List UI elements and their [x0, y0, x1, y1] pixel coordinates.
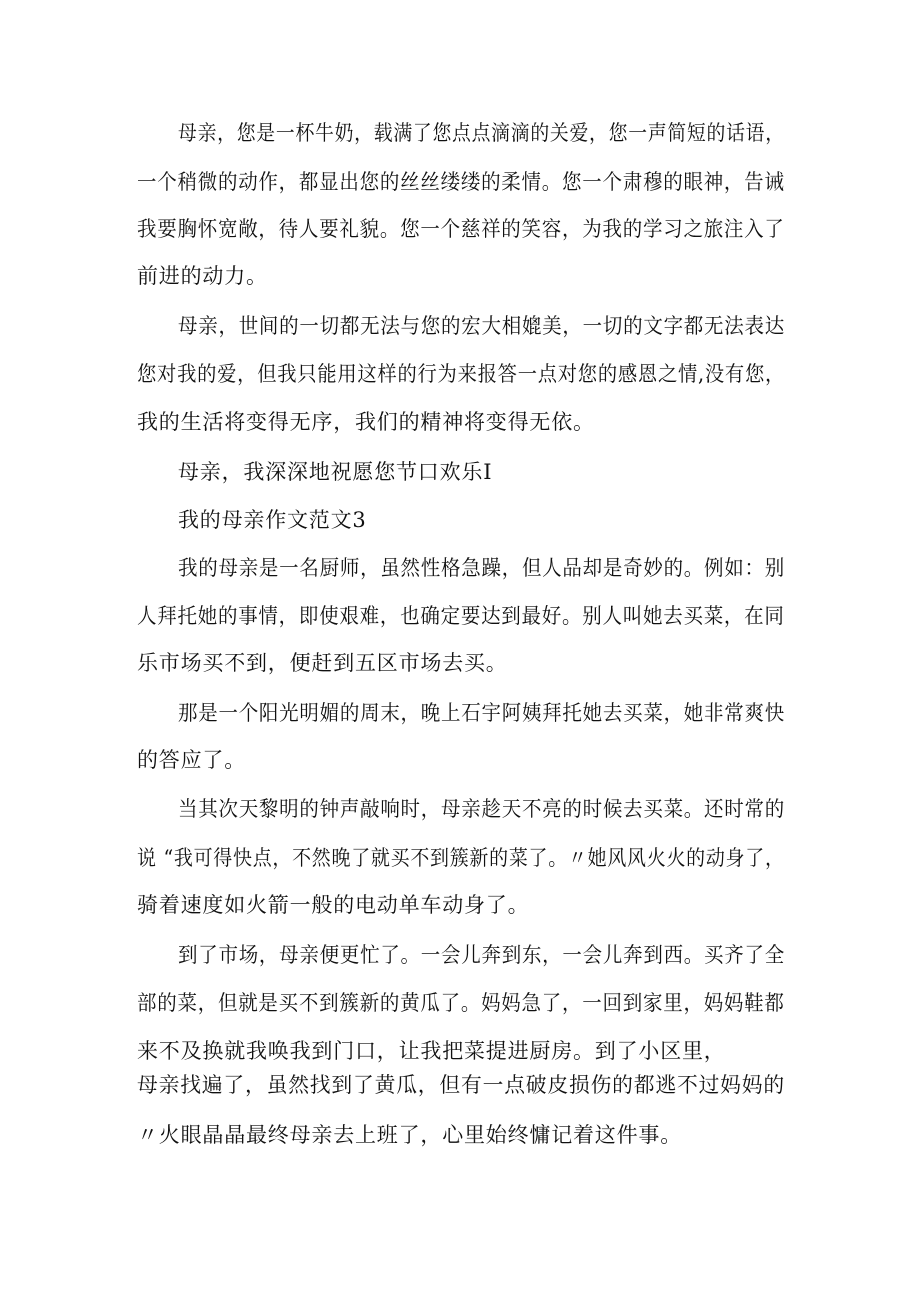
paragraph-7-line-1: 到了市场，母亲便更忙了。一会儿奔到东，一会儿奔到西。买齐了全	[178, 943, 785, 967]
paragraph-6-line-2: 说 “我可得快点，不然晚了就买不到簇新的菜了。〃她风风火火的动身了，	[137, 846, 785, 870]
paragraph-4-line-3: 乐市场买不到，便赶到五区市场去买。	[137, 651, 508, 675]
paragraph-2-line-3: 我的生活将变得无序，我们的精神将变得无依。	[137, 410, 595, 434]
paragraph-6-line-3: 骑着速度如火箭一般的电动单车动身了。	[137, 893, 530, 917]
paragraph-1-line-1: 母亲，您是一杯牛奶，载满了您点点滴滴的关爱，您一声简短的话语，	[178, 121, 785, 145]
paragraph-4-line-2: 人拜托她的事情，即使艰难，也确定要达到最好。别人叫她去买菜，在同	[137, 604, 785, 628]
paragraph-3-line-1: 母亲，我深深地祝愿您节口欢乐I	[178, 460, 493, 484]
paragraph-7-line-2: 部的菜，但就是买不到簇新的黄瓜了。妈妈急了，一回到家里，妈妈鞋都	[137, 991, 785, 1015]
paragraph-7-line-5: 〃火眼晶晶最终母亲去上班了，心里始终慵记着这件事。	[137, 1123, 682, 1147]
paragraph-2-line-2: 您对我的爱，但我只能用这样的行为来报答一点对您的感恩之情,没有您，	[137, 362, 786, 386]
paragraph-5-line-1: 那是一个阳光明媚的周末，晚上石宇阿姨拜托她去买菜，她非常爽快	[178, 701, 785, 725]
paragraph-1-line-4: 前进的动力。	[137, 264, 268, 288]
paragraph-1-line-3: 我要胸怀宽敞，待人要礼貌。您一个慈祥的笑容，为我的学习之旅注入了	[137, 217, 785, 241]
paragraph-2-line-1: 母亲，世间的一切都无法与您的宏大相媲美，一切的文字都无法表达	[178, 314, 785, 338]
paragraph-1-line-2: 一个稍微的动作，都显出您的丝丝缕缕的柔情。您一个肃穆的眼神，告诫	[137, 170, 785, 194]
paragraph-7-line-3: 来不及换就我唤我到门口，让我把菜提进厨房。到了小区里，	[137, 1039, 726, 1063]
paragraph-4-line-1: 我的母亲是一名厨师，虽然性格急躁，但人品却是奇妙的。例如：别	[178, 556, 785, 580]
paragraph-7-line-4: 母亲找遍了，虽然找到了黄瓜，但有一点破皮损伤的都逃不过妈妈的	[137, 1073, 785, 1097]
paragraph-6-line-1: 当其次天黎明的钟声敲响时，母亲趁天不亮的时候去买菜。还时常的	[178, 797, 785, 821]
paragraph-5-line-2: 的答应了。	[137, 748, 246, 772]
section-title: 我的母亲作文范文3	[178, 508, 367, 532]
